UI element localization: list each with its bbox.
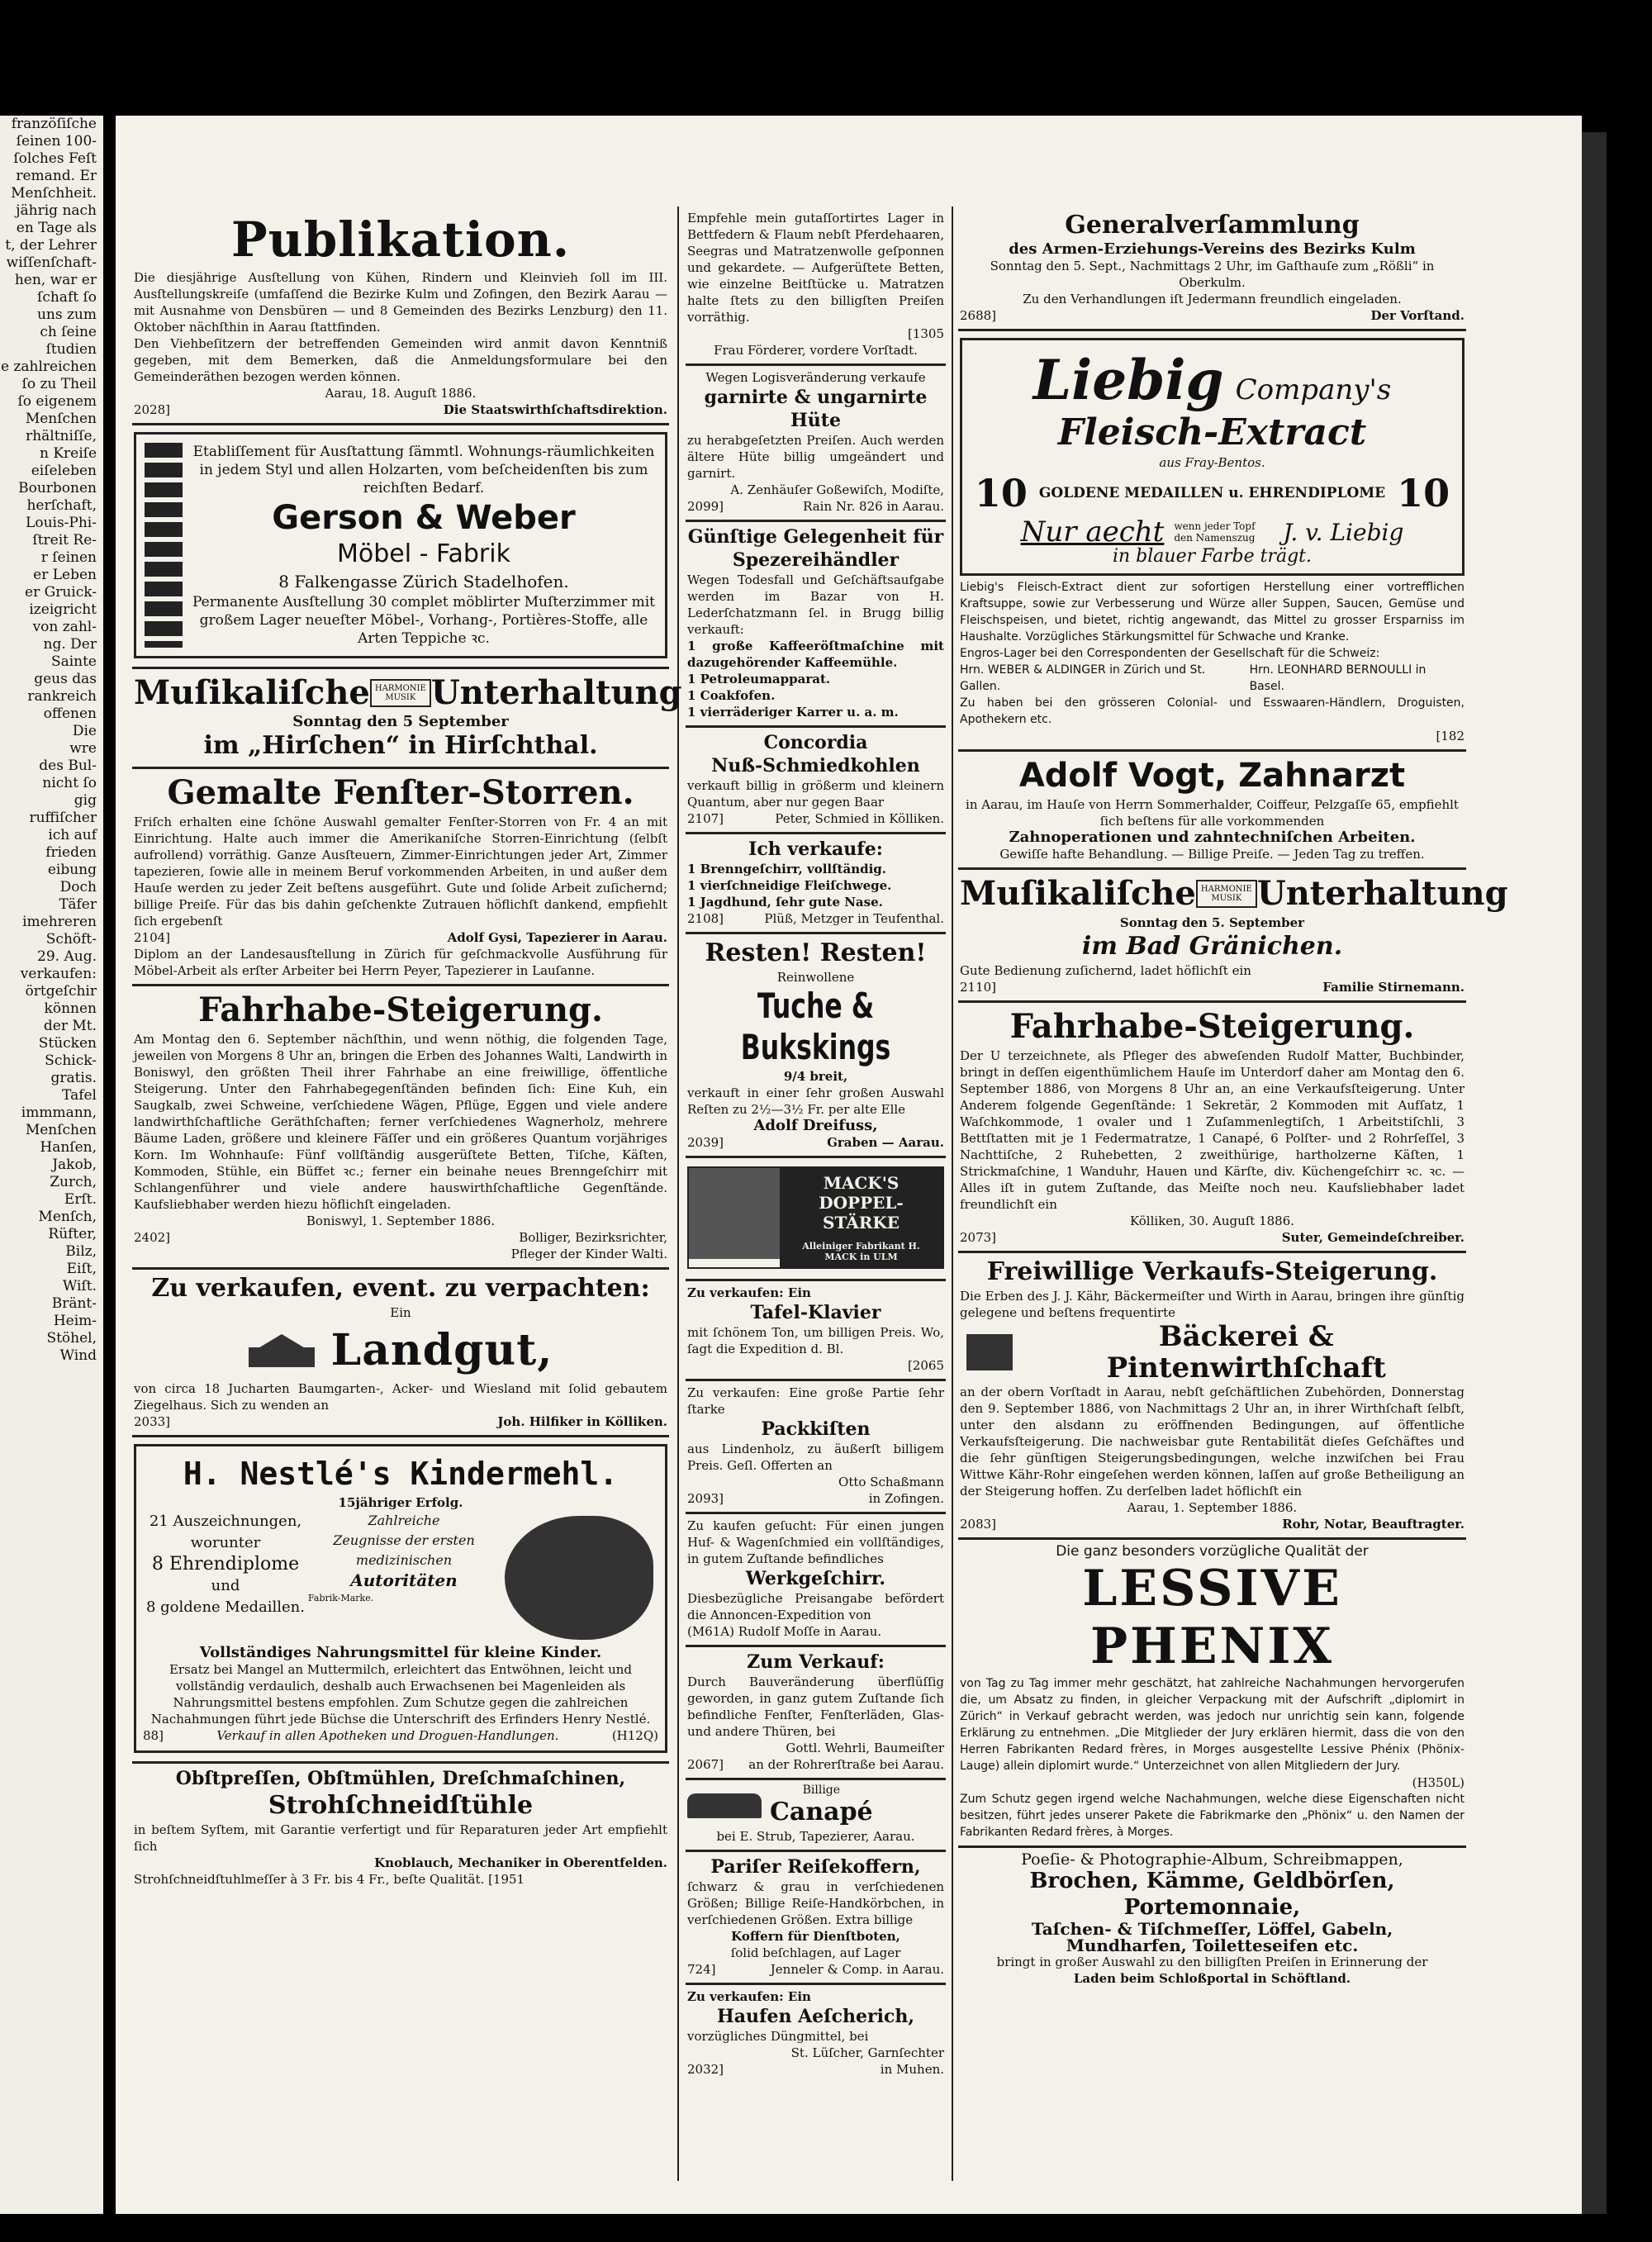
gw-address: 8 Falkengasse Zürich Stadelhofen. (278, 572, 569, 591)
publikation-signature: Die Staatswirthſchaftsdirektion. (443, 402, 667, 417)
ad-number: 2110] (960, 980, 997, 995)
ad-liebig (958, 331, 1466, 752)
adjacent-page-line: Stöhel, (46, 1330, 97, 1347)
vs-title: Freiwillige Verkaufs-Steigerung. (986, 1257, 1438, 1286)
adjacent-page-line: Bilz, (65, 1243, 97, 1260)
adjacent-page-line: Bourbonen (18, 480, 97, 496)
music2-signature: Familie Stirnemann. (1322, 980, 1464, 995)
adjacent-page-line: nicht ſo (42, 775, 97, 791)
nestle-diplomas: 8 Ehrendiplome (151, 1554, 300, 1575)
adjacent-page-line: Eiſt, (66, 1261, 97, 1277)
ad-adolf-vogt (958, 752, 1466, 870)
ad-number: 2107] (687, 811, 724, 826)
huete-signature: A. Zenhäuſer Goßewiſch, Modiſte, (730, 482, 944, 497)
vogt-footer: Gewiſſe hafte Behandlung. — Billige Preiſe. — Jeden Tag zu treffen. (999, 847, 1425, 862)
ad-publikation (132, 207, 669, 425)
gw-title: Gerson & Weber (272, 499, 576, 537)
adjacent-page-line: verkaufen: (20, 966, 97, 982)
mack-title: MACK'S DOPPEL-STÄRKE (819, 1173, 904, 1233)
column-1 (132, 207, 682, 1893)
knoblauch-footer: Strohſchneidſtuhlmeſſer à 3 Fr. bis 4 Fr., beſte Qualität. [1951 (134, 1872, 525, 1887)
pa-text: bringt in großer Auswahl zu den billigſten Preiſen in Erinnerung der (996, 1955, 1428, 1969)
vs-signature: Rohr, Notar, Beauftragter. (1282, 1517, 1464, 1532)
rk-big: Koffern für Dienſtboten, (731, 1929, 900, 1944)
storren-text: Friſch erhalten eine ſchöne Auswahl gemalter Fenſter-Storren von Fr. 4 an mit Einrichtung. Halte auch immer die Amerikaniſche Storren-Einrichtung (ſelbſt aufrollend) vorräthig. Ganze Ausſteuern, Zimmer-Einrichtungen jeder Art, Zimmer tapezieren, ſowie alle in meinem Beruf vorkommenden Arbeiten, in und außer dem Hauſe werden zu jeder Zeit beſtens ausgeführt. Gute und ſolide Arbeit zuſichernd; billige Preiſe. Für das bis dahin geſchenkte Zutrauen höflichſt dankend, empfiehlt ſich ergebenſt (134, 815, 667, 929)
spezerei-text: Wegen Todesfall und Geſchäftsaufgabe werden im Bazar von H. Lederſchatzmann ſel. in Brugg billig verkauft: (687, 572, 944, 637)
fahrhabe-signature-2: Pfleger der Kinder Walti. (510, 1247, 667, 1261)
ornament-border (145, 443, 183, 648)
gv-subtitle: des Armen-Erziehungs-Vereins des Bezirks Kulm (1009, 240, 1416, 258)
iv-item: 1 vierſchneidige Fleiſchwege. (687, 878, 892, 893)
liebig-text-2: Engros-Lager bei den Correspondenten der Gesellschaft für die Schweiz: (960, 647, 1380, 660)
adjacent-page-line: 29. Aug. (37, 948, 97, 965)
liebig-medals: GOLDENE MEDAILLEN u. EHRENDIPLOME (1038, 485, 1386, 501)
pa-line-4: Mundharfen, Toiletteseifen etc. (1066, 1936, 1359, 1955)
adjacent-page-line: n Kreiſe (39, 445, 97, 462)
ad-number: 2402] (134, 1230, 171, 1245)
iv-signature: Plüß, Metzger in Teufenthal. (764, 911, 944, 926)
resten-big: Tuche & Bukskings (740, 986, 891, 1067)
adjacent-page-line: ſo zu Theil (21, 376, 97, 392)
fahrhabe-text: Am Montag den 6. September nächſthin, und wenn nöthig, die folgenden Tage, jeweilen von Morgens 8 Uhr an, bringen die Erben des Johannes Walti, Landwirth in Boniswyl, den größten Theil ihrer Fahrhabe an eine freiwillige, öffentliche Steigerung. Unter den Fahrhabegegenſtänden befinden ſich: Eine Kuh, ein Saugkalb, zwei Schweine, verſchiedene Wägen, Pflüge, Eggen und viele andere landwirthſchaftliche Geräthſchaften; ferner verſchiedenes Wagnerholz, mehrere Bäume Laden, größere und kleinere Fäſſer und ein größeres Quantum vorjähriges Korn. Im Wohnhauſe: Fünf vollſtändig ausgerüſtete Betten, Tiſche, Käſten, Kommoden, Stühle, ein Büffet ꝛc.; ferner ein beinahe neues Brenngeſchirr mit Schlangenführer und viele andere hauswirthſchaftliche Gegenſtände. Kaufsliebhaber werden hiezu höflichſt eingeladen. (134, 1032, 667, 1212)
ad-canape (686, 1780, 946, 1852)
tk-text: mit ſchönem Ton, um billigen Preis. Wo, ſagt die Expedition d. Bl. (687, 1325, 944, 1356)
resten-address: Graben — Aarau. (827, 1135, 944, 1150)
spezerei-item: 1 Coakfofen. (687, 688, 776, 703)
pa-signature: Laden beim Schloßportal in Schöftland. (1073, 1971, 1351, 1986)
nestle-und: und (211, 1577, 240, 1594)
lp-text-2: Zum Schutz gegen irgend welche Nachahmungen, welche diese Eigenschaften nicht besitzen, führt jedes unserer Pakete die Fabrikmarke den „Phönix“ u. den Namen der Fabrikanten Redard frères, à Morges. (960, 1793, 1464, 1839)
adjacent-page-line: immmann, (21, 1104, 97, 1121)
adjacent-page-line: er Gruick- (25, 584, 97, 601)
ad-number: 2032] (687, 2062, 724, 2077)
nestle-subtitle: 15jähriger Erfolg. (338, 1495, 463, 1510)
resten-title: Resten! Resten! (705, 938, 927, 967)
ad-zum-verkauf (686, 1647, 946, 1780)
canape-title: Canapé (770, 1798, 873, 1826)
adjacent-page-line: rankreich (27, 688, 97, 705)
liebig-company: Company's (1235, 373, 1392, 406)
spezerei-title: Günſtige Gelegenheit für Spezereihändler (687, 526, 944, 571)
adjacent-page-line: imehreren (22, 914, 97, 930)
farmhouse-icon (249, 1334, 315, 1367)
lp-title: LESSIVE PHENIX (1082, 1560, 1342, 1675)
gv-signature: Der Vorſtand. (1370, 308, 1464, 323)
landgut-text: von circa 18 Jucharten Baumgarten-, Acker- und Wiesland mit ſolid gebautem Ziegelhaus. Sich zu wenden an (134, 1381, 667, 1413)
vs-big: Bäckerei & Pintenwirthſchaft (1106, 1320, 1386, 1385)
nestle-awards: 21 Auszeichnungen, (149, 1513, 302, 1530)
knoblauch-signature: Knoblauch, Mechaniker in Oberentfelden. (374, 1855, 667, 1870)
adjacent-page-line: rhältniſſe, (26, 428, 97, 444)
storren-title: Gemalte Fenſter-Storren. (167, 773, 634, 812)
resten-subtitle: Reinwollene (776, 970, 855, 985)
ad-number: 88] (143, 1728, 164, 1743)
fahrhabe-signature: Bolliger, Bezirksrichter, (519, 1230, 667, 1245)
rk-text-2: ſolid beſchlagen, auf Lager (730, 1945, 901, 1960)
vogt-title: Adolf Vogt, Zahnarzt (1018, 757, 1406, 795)
adjacent-page-line: ſo eigenem (17, 393, 97, 410)
fahrhabe2-signature: Suter, Gemeindeſchreiber. (1281, 1230, 1464, 1245)
adjacent-page-line: Die (72, 723, 97, 739)
landgut-big: Landgut, (330, 1325, 553, 1375)
concordia-subtitle: Nuß-Schmiedkohlen (711, 755, 920, 777)
fahrhabe2-title: Fahrhabe-Steigerung. (1009, 1007, 1415, 1046)
adjacent-page-line: Täfer (59, 896, 97, 913)
liebig-product: Fleisch-Extract (1057, 411, 1367, 454)
adjacent-page-line: ſolches Feſt (13, 150, 97, 167)
ad-ich-verkaufe (686, 834, 946, 934)
pk-text: aus Lindenholz, zu äußerſt billigem Preis. Geſl. Offerten an (687, 1442, 944, 1473)
concordia-text: verkauft billig in größerm und kleinern Quantum, aber nur gegen Baar (687, 778, 944, 810)
gw-text: Permanente Ausſtellung 30 complet möblirter Muſterzimmer mit großem Lager neueſter Möbel-, Vorhang-, Portières-Stoffe, alle Arten Teppiche ꝛc. (192, 594, 656, 647)
ad-verkaufs-steigerung (958, 1253, 1466, 1540)
adjacent-page-line: Erſt. (64, 1191, 97, 1208)
nestle-r4: Autoritäten (350, 1570, 458, 1590)
page-edge-shadow (1582, 132, 1607, 2214)
adjacent-page-line: Menſch, (38, 1209, 97, 1225)
adjacent-page-line: können (44, 1000, 97, 1017)
pk-intro: Zu verkaufen: Eine große Partie ſehr ſtarke (687, 1385, 944, 1417)
adjacent-page-line: eiſeleben (31, 463, 97, 479)
canape-pre: Billige (802, 1784, 841, 1797)
ad-resten (686, 934, 946, 1158)
resten-signature: Adolf Dreifuss, (753, 1117, 878, 1134)
sofa-icon (687, 1793, 762, 1818)
adjacent-page-line: Heim- (53, 1313, 97, 1329)
adjacent-page-line: ſeinen 100- (16, 133, 97, 150)
ad-number: [2065 (907, 1358, 944, 1373)
adjacent-page-line: Zurch, (50, 1174, 97, 1190)
adjacent-page-line: herſchaft, (26, 497, 97, 514)
rk-title: Pariſer Reiſekoffern, (710, 1856, 921, 1878)
adjacent-page-line: Jakob, (52, 1157, 97, 1173)
ad-concordia (686, 728, 946, 834)
wg-intro: Zu kaufen geſucht: Für einen jungen Huf- & Wagenſchmied ein vollſtändiges, in gutem Zuſtande befindliches (687, 1518, 944, 1566)
ad-spezerei (686, 522, 946, 728)
adjacent-page-line: r ſeinen (40, 549, 97, 566)
ad-schoeftland (958, 1848, 1466, 1992)
ad-musik-hirschthal (132, 669, 682, 769)
adjacent-page-line: Doch (59, 879, 97, 895)
liebig-signature-logo: J. v. Liebig (1283, 518, 1404, 546)
ad-number: 2108] (687, 911, 724, 926)
ha-address: in Muhen. (880, 2062, 944, 2077)
tk-intro: Zu verkaufen: Ein (687, 1285, 811, 1300)
liebig-origin: aus Fray-Bentos. (1159, 455, 1265, 470)
adjacent-page-line: e zahlreichen (0, 359, 97, 375)
adjacent-page-line: wiſſenſchaft- (6, 254, 97, 271)
vs-intro: Die Erben des J. J. Kähr, Bäckermeiſter und Wirth in Aarau, bringen ihre günſtig gelegene und beſtens frequentirte (960, 1289, 1464, 1320)
lp-intro: Die ganz besonders vorzügliche Qualität der (1056, 1543, 1369, 1560)
ad-generalversammlung (958, 207, 1466, 331)
adjacent-page-line: Menſchen (25, 411, 97, 427)
adjacent-page-line: ich auf (48, 827, 97, 843)
huete-intro: Wegen Logisveränderung verkaufe (705, 370, 926, 385)
ad-number: 2104] (134, 930, 171, 945)
huete-text: zu herabgeſetzten Preiſen. Auch werden ältere Hüte billig umgeändert und garnirt. (687, 433, 944, 481)
nestle-medals: 8 goldene Medaillen. (145, 1598, 305, 1616)
rk-signature: Jenneler & Comp. in Aarau. (770, 1962, 944, 1977)
adjacent-page-line: ch ſeine (40, 324, 97, 340)
vs-text: an der obern Vorſtadt in Aarau, nebſt geſchäftlichen Zubehörden, Donnerstag den 9. September 1886, von Nachmittags 2 Uhr an, in ihrer Wirthſchaft ſelbſt, unter den alsdann zu eröffnenden Bedingungen, auf öffentliche Verkaufsſteigerung. Die nachweisbar gute Rentabilität dieſes Geſchäftes und die ſehr günſtigen Steigerungsbedingungen, welche inzwiſchen bei Frau Wittwe Kähr-Rohr eingeſehen werden können, laſſen auf große Betheiligung an der Steigerung hoffen. Zu derſelben ladet höflichſt ein (960, 1385, 1464, 1499)
adjacent-page-line: Louis-Phi- (26, 515, 97, 531)
ad-landgut (132, 1270, 669, 1437)
ad-fahrhabe-koelliken (958, 1003, 1466, 1253)
liebig-corr-1: Hrn. WEBER & ALDINGER in Zürich und St. Gallen. (960, 663, 1206, 693)
ad-gerson-weber (132, 425, 669, 669)
liebig-corr-2: Hrn. LEONHARD BERNOULLI in Basel. (1249, 663, 1427, 693)
adjacent-page-line: Hanſen, (40, 1139, 97, 1156)
nestle-r2: Zeugnisse der ersten (333, 1532, 475, 1548)
adjacent-page-line: offenen (43, 705, 97, 722)
ad-fahrhabe-boniswyl (132, 986, 669, 1270)
adjacent-page-line: Rüfter, (48, 1226, 97, 1242)
ad-werkgeschirr (686, 1514, 946, 1647)
ad-number: 2033] (134, 1414, 171, 1429)
adjacent-page-line: ruffiſcher (29, 810, 97, 826)
publikation-date: Aarau, 18. Auguſt 1886. (325, 386, 477, 401)
nestle-r3: medizinischen (355, 1552, 453, 1568)
ha-intro: Zu verkaufen: Ein (687, 1989, 811, 2004)
ad-number: 2039] (687, 1135, 724, 1150)
ad-number: 2083] (960, 1517, 997, 1532)
liebig-ten-left: 10 (974, 471, 1028, 515)
adjacent-page-line: Wiſt. (62, 1278, 97, 1294)
fahrhabe-title: Fahrhabe-Steigerung. (198, 990, 603, 1029)
mack-subtitle: Alleiniger Fabrikant H. MACK in ULM (802, 1241, 920, 1262)
pa-line-1: Poeſie- & Photographie-Album, Schreibmappen, (1021, 1850, 1403, 1869)
adjacent-page-line: Bränt- (51, 1295, 97, 1312)
ad-number: 724] (687, 1962, 716, 1977)
music-left-title: Muſikaliſche (134, 673, 370, 712)
music-right-title: Unterhaltung (430, 673, 682, 712)
ad-reisekoffern (686, 1852, 946, 1985)
lp-text: von Tag zu Tag immer mehr geschätzt, hat zahlreiche Nachahmungen hervorgerufen die, um Absatz zu finden, in gleicher Verpackung mit der Aufschrift „diplomirt in Zürich“ in Verkauf gebracht werden, was jedoch nur unrichtig sein kann, folgende Erklärung zu entnehmen. „Die Mitglieder der Jury erklären hiermit, dass die von den Herren Fabrikanten Redard frères, in Morges ausgestellte Lessive Phénix (Phönix-Lauge) allein diplomirt wurde.“ Unterzeichnet von allen Mitgliedern der Jury. (960, 1677, 1464, 1773)
ad-number: 2067] (687, 1757, 724, 1772)
adjacent-page-line: ng. Der (43, 636, 97, 653)
landgut-ein: Ein (390, 1305, 411, 1320)
wg-text: Diesbezügliche Preisangabe befördert die Annoncen-Expedition von (687, 1591, 944, 1622)
ad-tafel-klavier (686, 1281, 946, 1381)
music2-place: im Bad Gränichen. (1081, 932, 1343, 961)
zv-address: an der Rohrerſtraße bei Aarau. (748, 1757, 944, 1772)
zv-signature: Gottl. Wehrli, Baumeiſter (786, 1741, 944, 1755)
adjacent-page-line: Wind (59, 1347, 97, 1364)
spezerei-item: 1 vierräderiger Karrer u. a. m. (687, 705, 899, 720)
music2-left-title: Muſikaliſche (960, 874, 1196, 913)
vs-date: Aarau, 1. September 1886. (1127, 1500, 1298, 1515)
adjacent-page-line: Schöft- (45, 931, 97, 948)
ha-signature: St. Lüſcher, Garnſechter (790, 2045, 944, 2060)
ad-huete (686, 366, 946, 522)
resten-text: verkauft in einer ſehr großen Auswahl Reſten zu 2½—3½ Fr. per alte Elle (687, 1085, 944, 1117)
bakery-building-icon (966, 1334, 1013, 1370)
landgut-title: Zu verkaufen, event. zu verpachten: (151, 1274, 650, 1303)
adjacent-page-line: Tafel (62, 1087, 97, 1104)
zv-text: Durch Bauveränderung überflüſſig geworden, in ganz gutem Zuſtande ſich befindliche Fenſter, Fenſterläden, Glas- und andere Thüren, bei (687, 1674, 944, 1739)
adjacent-page-line: izeigricht (29, 601, 97, 618)
concordia-title: Concordia (763, 732, 868, 753)
music2-date: Sonntag den 5. September (1119, 915, 1305, 930)
ad-number: 2073] (960, 1230, 997, 1245)
nestle-r1: Zahlreiche (368, 1513, 440, 1528)
nestle-mark: Fabrik-Marke. (308, 1593, 374, 1603)
ad-knoblauch (132, 1764, 669, 1893)
liebig-genuine: Nur aecht (1020, 515, 1165, 549)
lp-code: (H350L) (1412, 1775, 1464, 1790)
adjacent-page-line: ſtudien (45, 341, 97, 358)
adjacent-page-line: Menſchen (25, 1122, 97, 1138)
iv-item: 1 Brenngeſchirr, vollſtändig. (687, 862, 886, 876)
liebig-title: Liebig (1032, 348, 1224, 412)
adjacent-page-line: gratis. (50, 1070, 97, 1086)
adjacent-page-line: frieden (45, 844, 97, 861)
nestle-worunter: worunter (190, 1534, 261, 1551)
adjacent-page-line: ſchaft ſo (37, 289, 97, 306)
ad-number: [182 (1436, 729, 1464, 743)
music2-right-title: Unterhaltung (1256, 874, 1508, 913)
adjacent-page-line: örtgeſchir (25, 983, 97, 1000)
music2-text: Gute Bedienung zuſichernd, ladet höflichſt ein (960, 963, 1251, 978)
adjacent-page-line: er Leben (33, 567, 97, 583)
ad-number: 2093] (687, 1491, 724, 1506)
harmonie-badge-icon: HARMONIE MUSIK (1196, 880, 1257, 908)
knoblauch-text: in beſtem Syſtem, mit Garantie verfertigt und für Reparaturen jeder Art empfiehlt ſich (134, 1822, 667, 1854)
adjacent-page-line: franzöſiſche (11, 116, 97, 132)
spezerei-item: 1 große Kaffeeröſtmaſchine mit dazugehörender Kaffeemühle. (687, 639, 944, 670)
resten-width: 9/4 breit, (783, 1069, 848, 1084)
nestle-head: Vollständiges Nahrungsmittel für kleine Kinder. (199, 1644, 602, 1661)
ad-musik-graenichen (958, 870, 1508, 1003)
adjacent-page-line: ſtreit Re- (32, 532, 97, 549)
adjacent-page-line: eibung (47, 862, 97, 878)
ad-bettfedern (686, 207, 946, 366)
gv-text: Sonntag den 5. Sept., Nachmittags 2 Uhr, im Gaſthauſe zum „Rößli“ in Oberkulm. (990, 259, 1435, 290)
ad-number: 2688] (960, 308, 997, 323)
wg-signature: (M61A) Rudolf Moſſe in Aarau. (687, 1624, 882, 1639)
iv-title: Ich verkaufe: (748, 838, 883, 860)
publikation-text: Die diesjährige Ausſtellung von Kühen, Rindern und Kleinvieh ſoll im III. Ausſtellungskreiſe (umfaſſend die Bezirke Kulm und Zofingen, den Bezirk Aarau — mit Ausnahme von Densbüren — und 8 Gemeinden des Bezirks Lenzburg) den 11. Oktober nächſthin in Aarau ſtattfinden. (134, 270, 667, 335)
iv-item: 1 Jagdhund, ſehr gute Nase. (687, 895, 883, 910)
ad-aescherich (686, 1985, 946, 2083)
music-place: im „Hirſchen“ in Hirſchthal. (203, 731, 598, 760)
adjacent-page-line: der Mt. (43, 1018, 97, 1034)
fahrhabe2-text: Der U terzeichnete, als Pfleger des abweſenden Rudolf Matter, Buchbinder, bringt in deſſen eigenthümlichem Hauſe im Unterdorf daher am Montag den 6. September 1886, von Morgens 8 Uhr an, an eine Verkaufsſteigerung. Unter Anderem folgende Gegenſtände: 1 Sekretär, 2 Kommoden mit Aufſatz, 1 Waſchkommode, 1 ovaler und 1 Zuſammenlegtiſch, 1 Arbeitstiſchli, 3 Bettſtatten mit je 1 Federmatratze, 1 Canapé, 6 Polſter- und 2 Rohrſeſſel, 3 Nachttiſche, 2 Ruhebetten, 2 zweithürige, hartholzerne Käſten, 1 Strickmaſchine, 1 Wanduhr, Hauen und Kärſte, div. Küchengeſchirr ꝛc. ꝛc. — Alles iſt in gutem Zuſtande, das Meiſte noch neu. Kaufsliebhaber ladet freundlichſt ein (960, 1048, 1464, 1212)
adjacent-page-line: en Tage als (16, 220, 97, 236)
pk-title: Packkiſten (761, 1418, 871, 1440)
fahrhabe2-date: Kölliken, 30. Auguſt 1886. (1129, 1214, 1295, 1228)
storren-footnote: Diplom an der Landesausſtellung in Zürich für geſchmackvolle Ausführung für Möbel-Arbeit als erſter Arbeiter bei Herrn Peyer, Tapezierer in Lauſanne. (134, 947, 667, 978)
vogt-text: in Aarau, im Hauſe von Herrn Sommerhalder, Coiffeur, Pelzgaſſe 65, empfiehlt ſich beſtens für alle vorkommenden (966, 797, 1459, 829)
storren-signature: Adolf Gysi, Tapezierer in Aarau. (447, 930, 667, 945)
ad-number: 2028] (134, 402, 171, 417)
adjacent-page-line: gig (74, 792, 97, 809)
adjacent-page-line: Menſchheit. (11, 185, 97, 202)
ha-title: Haufen Aeſcherich, (716, 2006, 915, 2027)
adjacent-page-line: Schick- (45, 1052, 97, 1069)
rk-text: ſchwarz & grau in verſchiedenen Größen; Billige Reiſe-Handkörbchen, in verſchiedenen Größen. Extra billige (687, 1879, 944, 1927)
zv-title: Zum Verkauf: (747, 1651, 885, 1673)
nestle-footer: Verkauf in allen Apotheken und Droguen-Handlungen. (216, 1728, 559, 1743)
bettfedern-text: Empfehle mein gutaſſortirtes Lager in Bettfedern & Flaum nebſt Pferdehaaren, Seegras und Matratzenwolle geſponnen und gekardete. — Aufgerüſtete Betten, wie einzelne Beitſtücke u. Matratzen halte ſtets zu den billigſten Preiſen vorräthig. (687, 211, 944, 325)
column-3 (958, 207, 1508, 1992)
adjacent-page-line: jährig nach (16, 202, 97, 219)
adjacent-page-strip (0, 116, 103, 2214)
pk-address: in Zofingen. (868, 1491, 944, 1506)
ad-number: [1305 (907, 326, 944, 341)
publikation-text-2: Den Viehbeſitzern der betreffenden Gemeinden wird anmit davon Kenntniß gegeben, mit dem Bemerken, daß die Anmeldungsformulare bei den Gemeinderäthen bezogen werden können. (134, 336, 667, 384)
ad-fenster-storren (132, 769, 669, 986)
liebig-ten-right: 10 (1397, 471, 1450, 515)
huete-title: garnirte & ungarnirte Hüte (704, 387, 928, 431)
adjacent-page-line: t, der Lehrer (5, 237, 97, 254)
adjacent-page-line: Stücken (38, 1035, 97, 1052)
canape-signature: bei E. Strub, Tapezierer, Aarau. (716, 1829, 915, 1844)
ad-nestle (132, 1437, 669, 1764)
landgut-signature: Joh. Hilfiker in Kölliken. (497, 1414, 667, 1429)
ad-number: 2099] (687, 499, 724, 514)
column-2 (686, 207, 946, 2083)
wg-title: Werkgeſchirr. (745, 1568, 886, 1589)
liebig-text-3: Zu haben bei den grösseren Colonial- und Esswaaren-Händlern, Droguisten, Apothekern etc. (960, 696, 1464, 726)
nestle-title: H. Nestlé's Kindermehl. (183, 1456, 619, 1492)
ad-packkisten (686, 1381, 946, 1514)
nestle-code: (H12Q) (611, 1728, 658, 1743)
adjacent-page-line: Sainte (50, 653, 97, 670)
ad-mack (686, 1158, 946, 1281)
adjacent-page-line: geus das (34, 671, 97, 687)
nestle-text: Ersatz bei Mangel an Muttermilch, erleichtert das Entwöhnen, leicht und vollständig verdaulich, deshalb auch Erwachsenen bei Magenleiden als Nahrungsmittel bestens empfohlen. Zum Schutze gegen die zahlreichen Nachahmungen führt jede Büchse die Unterschrift des Erfinders Henry Nestlé. (150, 1662, 651, 1727)
huete-address: Rain Nr. 826 in Aarau. (803, 499, 944, 514)
knoblauch-title-2: Strohſchneidſtühle (268, 1791, 534, 1820)
tk-title: Tafel-Klavier (750, 1302, 881, 1323)
music-date: Sonntag den 5 September (292, 713, 509, 730)
ad-lessive-phenix (958, 1540, 1466, 1848)
ha-text: vorzügliches Düngmittel, bei (687, 2029, 869, 2044)
adjacent-page-line: wre (69, 740, 97, 757)
publikation-title: Publikation. (230, 211, 571, 268)
gv-text-2: Zu den Verhandlungen iſt Jedermann freundlich eingeladen. (1023, 292, 1402, 306)
pa-line-2: Brochen, Kämme, Geldbörſen, Portemonnaie, (1029, 1869, 1395, 1920)
gw-intro: Etabliſſement für Ausſtattung ſämmtl. Wohnungs-räumlichkeiten in jedem Styl und allen Holzarten, vom beſcheidenſten bis zum reichſten Bedarf. (192, 444, 655, 496)
liebig-blue: in blauer Farbe trägt. (1112, 546, 1313, 567)
liebig-text: Liebig's Fleisch-Extract dient zur sofortigen Herstellung einer vortrefflichen Kraftsuppe, sowie zur Verbesserung und Würze aller Suppen, Saucen, Gemüse und Fleischspeisen, und bietet, richtig angewandt, das Mittel zu grosser Ersparniss im Haushalte. Vorzügliches Stärkungsmittel für Schwache und Kranke. (960, 581, 1464, 644)
liebig-genuine-2: wenn jeder Topf den Namenszug (1174, 520, 1256, 544)
adjacent-page-line: hen, war er (14, 272, 97, 288)
gw-subtitle: Möbel - Fabrik (337, 539, 510, 568)
vogt-big: Zahnoperationen und zahntechniſchen Arbeiten. (1009, 829, 1416, 846)
adjacent-page-line: des Bul- (39, 758, 97, 774)
knoblauch-title: Obſtpreſſen, Obſtmühlen, Dreſchmaſchinen, (175, 1768, 626, 1789)
concordia-signature: Peter, Schmied in Kölliken. (775, 811, 944, 826)
fahrhabe-date: Boniswyl, 1. September 1886. (306, 1214, 496, 1228)
harmonie-badge-icon: HARMONIE MUSIK (370, 679, 431, 707)
starch-laundry-illustration-icon (689, 1168, 780, 1259)
adjacent-page-line: remand. Er (16, 168, 97, 184)
column-rule (677, 207, 679, 2181)
adjacent-page-line: uns zum (36, 306, 97, 323)
column-rule (952, 207, 953, 2181)
gv-title: Generalverſammlung (1065, 211, 1360, 240)
bettfedern-signature: Frau Förderer, vordere Vorſtadt. (714, 343, 918, 358)
adjacent-page-line: von zahl- (32, 619, 97, 635)
spezerei-item: 1 Petroleumapparat. (687, 672, 831, 686)
bird-nest-trademark-icon (505, 1516, 653, 1640)
pa-line-3: Taſchen- & Tiſchmeſſer, Löffel, Gabeln, (1031, 1919, 1393, 1939)
pk-signature: Otto Schaßmann (838, 1475, 944, 1489)
